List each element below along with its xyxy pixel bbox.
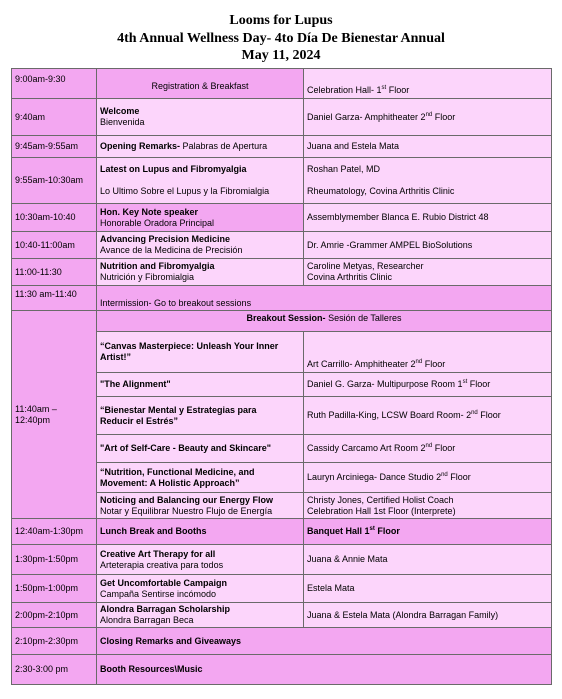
breakout-time-start: 11:40am – [15, 403, 57, 414]
schedule-row [12, 158, 552, 204]
event-label: Intermission- Go to breakout sessions [100, 298, 252, 308]
event-label: Opening Remarks- [100, 141, 181, 151]
location-detail: Rheumatology, Covina Arthritis Clinic [307, 186, 455, 196]
schedule-row [12, 99, 552, 136]
location-cell: Assemblymember Blanca E. Rubio District 48 [304, 204, 552, 232]
event-cell: Booth Resources\Music [97, 655, 552, 685]
location-label: Daniel Garza- Amphitheater 2 [307, 111, 426, 122]
time-cell: 11:30 am-11:40 [12, 286, 97, 311]
time-cell: 11:00-11:30 [12, 259, 97, 286]
time-cell: 1:30pm-1:50pm [12, 545, 97, 575]
session-cell: “Bienestar Mental y Estrategias para Reducir el Estrés” [97, 397, 304, 435]
location-end: Floor [432, 443, 456, 453]
location-cell: Juana & Estela Mata (Alondra Barragan Family) [304, 603, 552, 628]
schedule-row [12, 575, 552, 603]
location-cell [304, 493, 552, 519]
location-label: Ruth Padilla-King, LCSW Board Room- 2 [307, 410, 472, 420]
event-translation: Honorable Oradora Principal [100, 217, 215, 228]
event-cell [97, 575, 304, 603]
schedule-row [12, 136, 552, 158]
event-cell [97, 286, 552, 311]
session-cell: "Art of Self-Care - Beauty and Skincare" [97, 435, 304, 463]
event-label: Noticing and Balancing our Energy Flow [100, 494, 274, 505]
event-translation: Palabras de Apertura [180, 141, 268, 151]
breakout-heading [97, 311, 552, 332]
time-cell: 2:10pm-2:30pm [12, 628, 97, 655]
schedule-row [12, 69, 552, 99]
location-end: Floor [477, 410, 501, 420]
location-end: Floor [374, 526, 400, 536]
location-cell [304, 259, 552, 286]
event-subtitle: 4th Annual Wellness Day- 4to Día De Bienestar Annual [117, 31, 445, 46]
location-label: Cassidy Carcamo Art Room 2 [307, 443, 426, 453]
schedule-row [12, 286, 552, 311]
session-cell: "The Alignment" [97, 373, 304, 397]
location-label: Daniel G. Garza- Multipurpose Room 1 [307, 379, 463, 389]
breakout-heading-row [12, 311, 552, 332]
event-cell [97, 136, 304, 158]
location-sup: nd [425, 111, 433, 118]
event-translation: Arteterapia creativa para todos [100, 559, 224, 570]
session-cell: “Nutrition, Functional Medicine, and Movement: A Holistic Approach” [97, 463, 304, 493]
event-label: Welcome [100, 106, 140, 116]
location-cell: Juana and Estela Mata [304, 136, 552, 158]
location-end: Floor [386, 85, 410, 95]
event-label: Get Uncomfortable Campaign [100, 577, 228, 588]
location-label: Celebration Hall- 1 [307, 85, 382, 95]
location-end: Floor [422, 359, 446, 369]
location-cell [304, 435, 552, 463]
event-label: Nutrition and Fibromyalgia [100, 261, 215, 271]
location-detail: Covina Arthritis Clinic [307, 272, 393, 282]
event-translation: Nutrición y Fibromialgia [100, 272, 195, 282]
breakout-heading-label: Breakout Session- [246, 313, 326, 323]
location-sup: st [462, 379, 468, 385]
time-cell: 2:30-3:00 pm [12, 655, 97, 685]
location-cell: Dr. Amrie -Grammer AMPEL BioSolutions [304, 232, 552, 259]
event-cell [97, 259, 304, 286]
event-cell: Lunch Break and Booths [97, 519, 304, 545]
location-end: Floor [467, 379, 491, 389]
location-cell [304, 99, 552, 136]
event-date: May 11, 2024 [241, 48, 321, 63]
event-cell: Closing Remarks and Giveaways [97, 628, 552, 655]
time-cell: 1:50pm-1:00pm [12, 575, 97, 603]
schedule-row [12, 655, 552, 685]
event-cell [97, 603, 304, 628]
location-cell [304, 332, 552, 373]
session-cell: “Canvas Masterpiece: Unleash Your Inner Artist!” [97, 332, 304, 373]
breakout-heading-translation: Sesión de Talleres [325, 313, 402, 323]
location-cell [304, 158, 552, 204]
event-translation: Alondra Barragan Beca [100, 615, 194, 625]
location-label: Roshan Patel, MD [307, 164, 381, 174]
location-label: Christy Jones, Certified Holist Coach [307, 494, 454, 505]
event-translation: Notar y Equilibrar Nuestro Flujo de Energía [100, 505, 273, 516]
time-cell: 10:40-11:00am [12, 232, 97, 259]
location-cell: Estela Mata [304, 575, 552, 603]
event-translation: Lo Ultimo Sobre el Lupus y la Fibromialgia [100, 186, 270, 196]
schedule-row [12, 204, 552, 232]
event-title: Looms for Lupus [229, 13, 333, 28]
event-cell [97, 99, 304, 136]
location-cell [304, 463, 552, 493]
location-end: Floor [447, 472, 471, 482]
schedule-table [11, 68, 552, 685]
event-cell [97, 204, 304, 232]
time-cell: 10:30am-10:40 [12, 204, 97, 232]
location-label: Banquet Hall 1 [307, 526, 370, 536]
time-cell: 9:00am-9:30 [12, 69, 97, 99]
event-label: Hon. Key Note speaker [100, 206, 199, 217]
schedule-row [12, 628, 552, 655]
location-sup: nd [415, 359, 423, 365]
event-label: Latest on Lupus and Fibromyalgia [100, 164, 247, 174]
location-cell [304, 519, 552, 545]
event-label: Registration & Breakfast [151, 81, 249, 91]
location-sup: nd [471, 410, 478, 416]
location-label: Art Carrillo- Amphitheater 2 [307, 359, 416, 369]
event-cell [97, 69, 304, 99]
schedule-row [12, 545, 552, 575]
time-cell: 9:45am-9:55am [12, 136, 97, 158]
schedule-row [12, 232, 552, 259]
event-label: Alondra Barragan Scholarship [100, 604, 231, 614]
time-cell: 9:55am-10:30am [12, 158, 97, 204]
time-cell: 12:40am-1:30pm [12, 519, 97, 545]
event-label: Advancing Precision Medicine [100, 234, 231, 244]
location-cell: Juana & Annie Mata [304, 545, 552, 575]
location-label: Lauryn Arciniega- Dance Studio 2 [307, 472, 442, 482]
location-sup: st [369, 526, 375, 532]
time-cell: 2:00pm-2:10pm [12, 603, 97, 628]
location-sup: st [381, 85, 387, 91]
event-cell [97, 232, 304, 259]
location-cell [304, 373, 552, 397]
location-sup: nd [441, 472, 448, 478]
event-cell [97, 158, 304, 204]
event-cell [97, 545, 304, 575]
time-cell [12, 311, 97, 519]
schedule-row [12, 603, 552, 628]
schedule-row [12, 259, 552, 286]
event-translation: Avance de la Medicina de Precisión [100, 245, 243, 255]
location-cell [304, 69, 552, 99]
location-sup: nd [425, 443, 433, 449]
location-label: Caroline Metyas, Researcher [307, 261, 424, 271]
schedule-row [12, 519, 552, 545]
session-cell [97, 493, 304, 519]
location-end: Floor [432, 111, 456, 122]
event-translation: Campaña Sentirse incómodo [100, 588, 217, 599]
time-cell: 9:40am [12, 99, 97, 136]
event-label: Creative Art Therapy for all [100, 548, 216, 559]
event-translation: Bienvenida [100, 117, 145, 127]
breakout-time-end: 12:40pm [15, 414, 51, 425]
location-detail: Celebration Hall 1st Floor (Interprete) [307, 505, 456, 516]
location-cell [304, 397, 552, 435]
